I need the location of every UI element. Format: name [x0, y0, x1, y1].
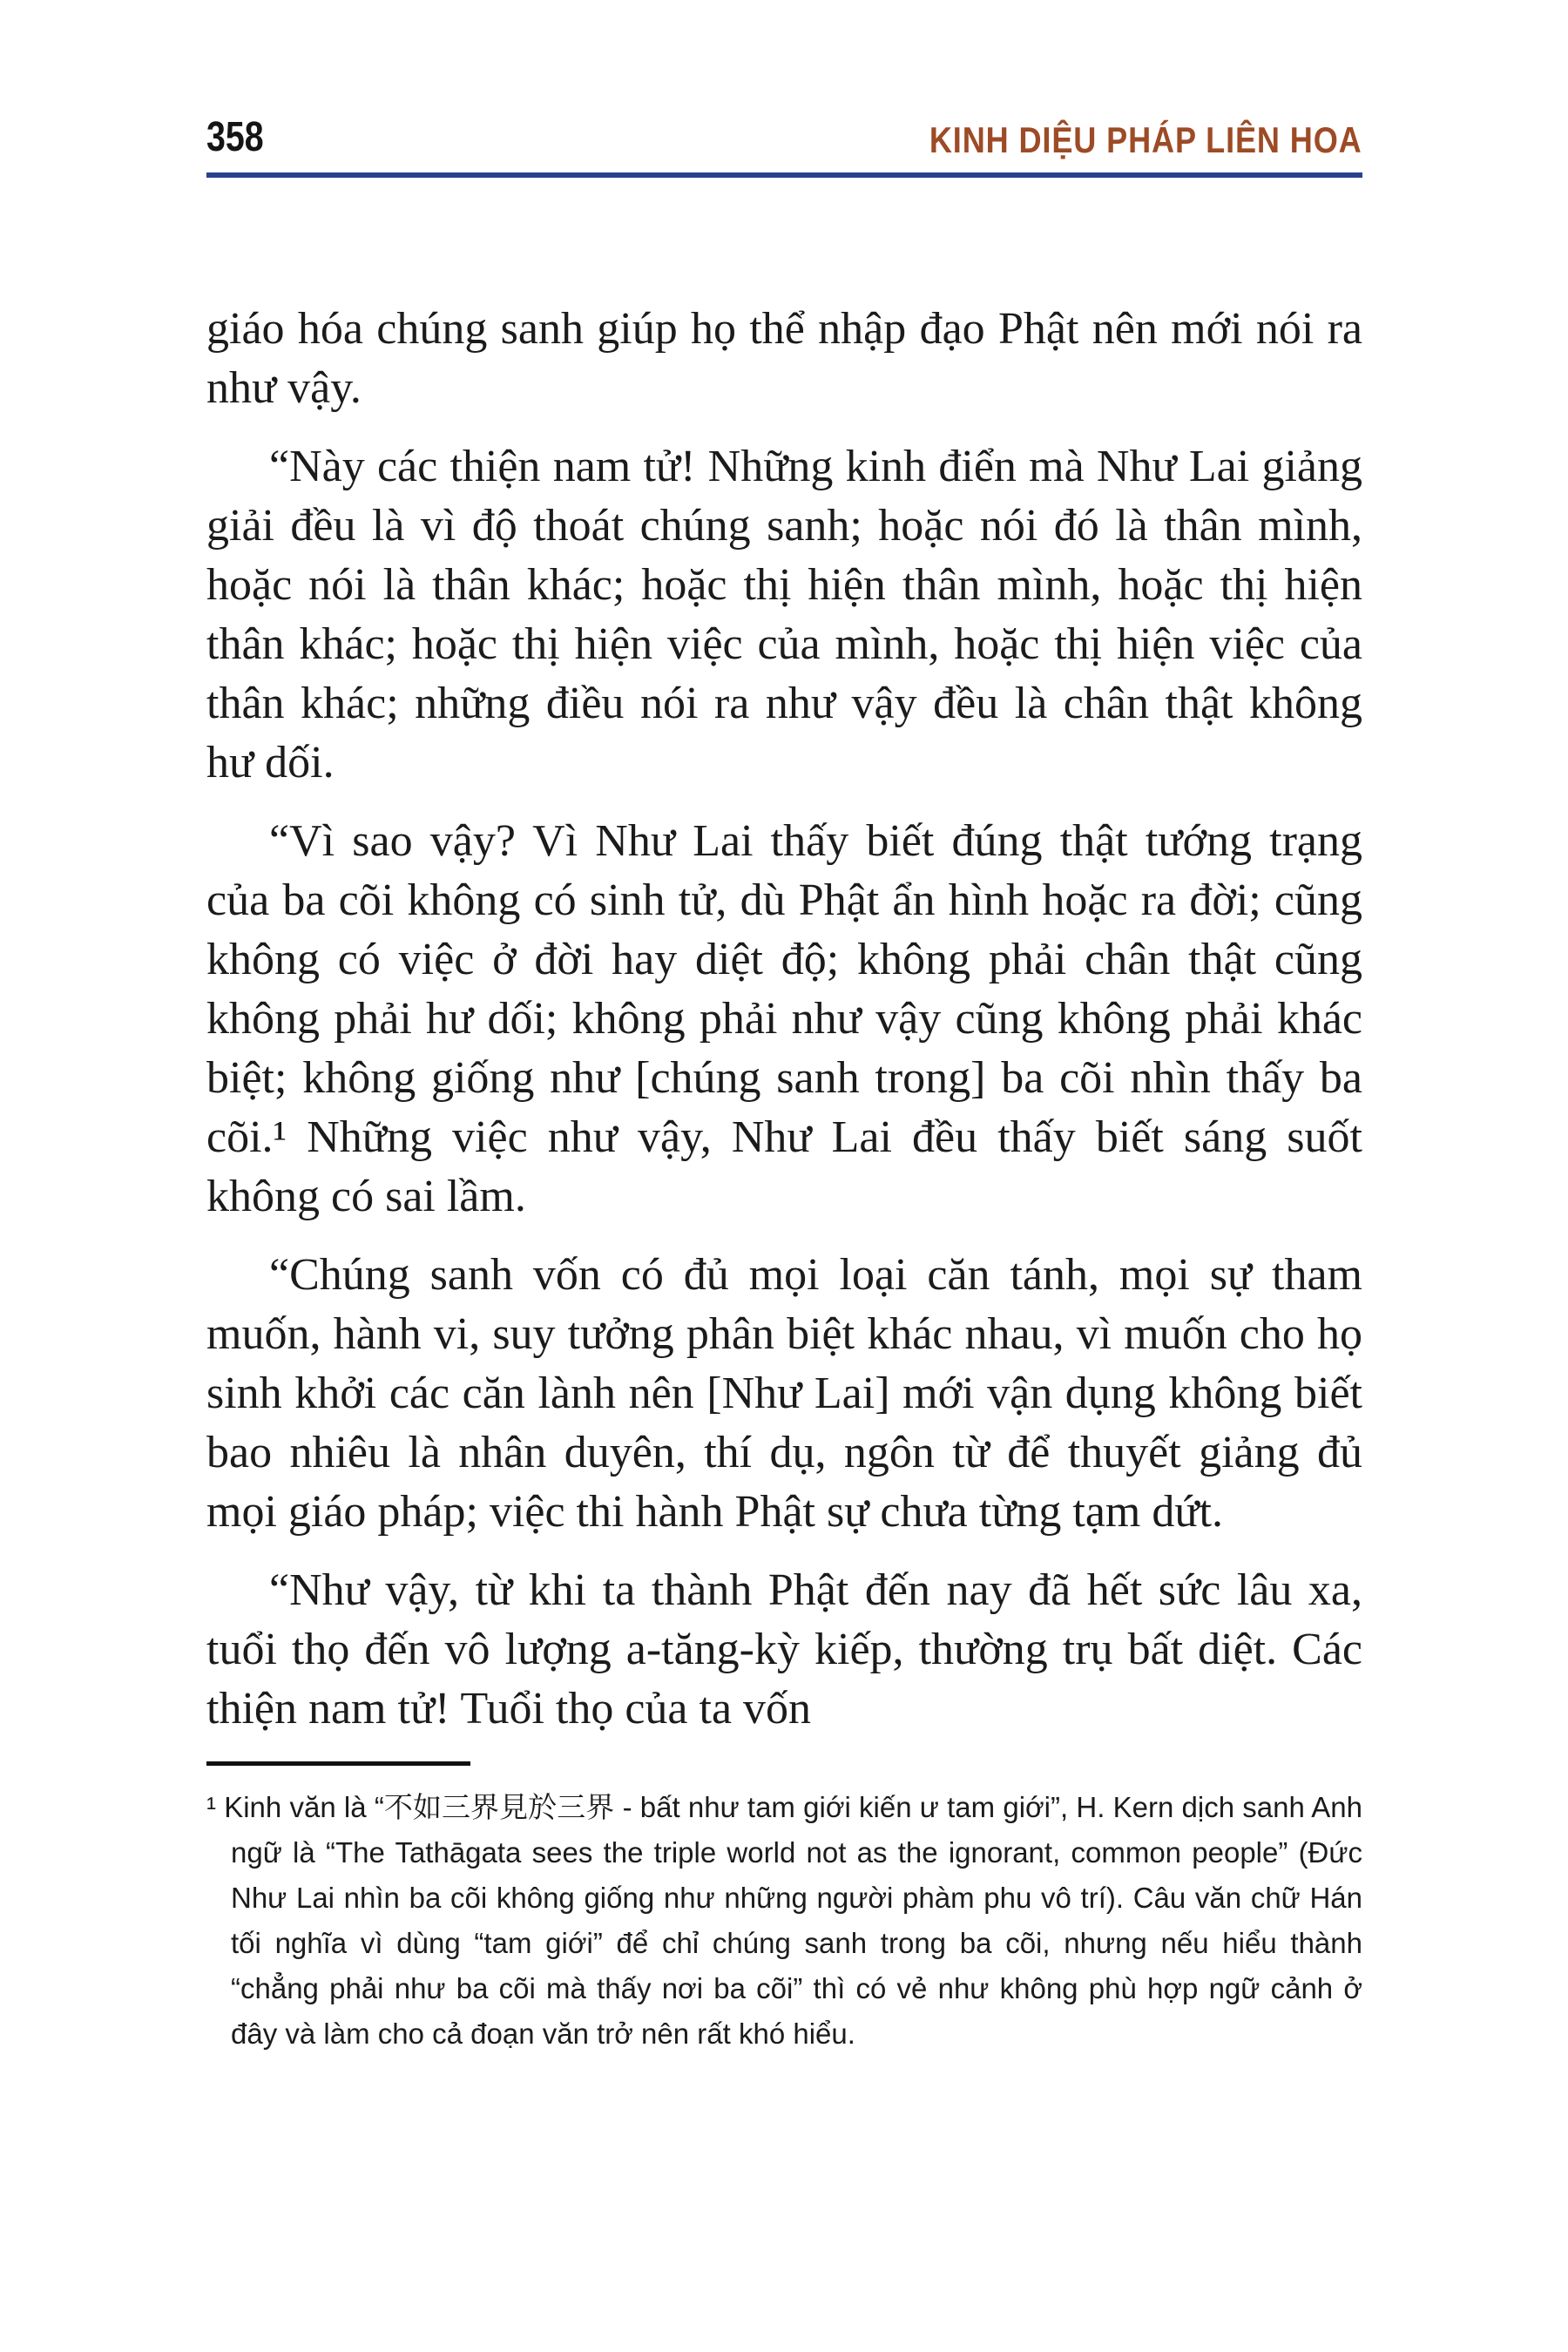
paragraph: “Vì sao vậy? Vì Như Lai thấy biết đúng thật tướng trạng của ba cõi không có sinh tử, dù Phật ẩn hình hoặc ra đời; cũng không có việc ở đời hay diệt độ; không phải chân thật cũng không phải hư dối; không phải như vậy cũng không phải khác biệt; không giống như [chúng sanh trong] ba cõi nhìn thấy ba cõi.¹ Những việc như vậy, Như Lai đều thấy biết sáng suốt không có sai lầm. [206, 816, 1362, 1221]
footnote-separator-rule [206, 1761, 470, 1766]
page-header [206, 0, 1362, 159]
paragraph-continuation: giáo hóa chúng sanh giúp họ thể nhập đạo Phật nên mới nói ra như vậy. [206, 304, 1362, 413]
paragraph: “Này các thiện nam tử! Những kinh điển mà Như Lai giảng giải đều là vì độ thoát chúng sanh; hoặc nói đó là thân mình, hoặc nói là thân khác; hoặc thị hiện thân mình, hoặc thị hiện thân khác; hoặc thị hiện việc của mình, hoặc thị hiện việc của thân khác; những điều nói ra như vậy đều là chân thật không hư dối. [206, 442, 1362, 787]
page-number: 358 [206, 114, 264, 160]
running-header-title: KINH DIỆU PHÁP LIÊN HOA [929, 119, 1362, 160]
paragraph: “Chúng sanh vốn có đủ mọi loại căn tánh, mọi sự tham muốn, hành vi, suy tưởng phân biệt khác nhau, vì muốn cho họ sinh khởi các căn lành nên [Như Lai] mới vận dụng không biết bao nhiêu là nhân duyên, thí dụ, ngôn từ để thuyết giảng đủ mọi giáo pháp; việc thi hành Phật sự chưa từng tạm dứt. [206, 1250, 1362, 1537]
page-content [206, 0, 1362, 2057]
body-text [206, 300, 1362, 1739]
header-rule [206, 172, 1362, 178]
paragraph: “Như vậy, từ khi ta thành Phật đến nay đã hết sức lâu xa, tuổi thọ đến vô lượng a-tăng-kỳ kiếp, thường trụ bất diệt. Các thiện nam tử! Tuổi thọ của ta vốn [206, 1565, 1362, 1734]
footnote-text: ¹ Kinh văn là “不如三界見於三界 - bất như tam giới kiến ư tam giới”, H. Kern dịch sanh Anh ngữ là “The Tathāgata sees the triple world not as the ignorant, common people” (Đức Như Lai nhìn ba cõi không giống như những người phàm phu vô trí). Câu văn chữ Hán tối nghĩa vì dùng “tam giới” để chỉ chúng sanh trong ba cõi, nhưng nếu hiểu thành “chẳng phải như ba cõi mà thấy nơi ba cõi” thì có vẻ như không phù hợp ngữ cảnh ở đây và làm cho cả đoạn văn trở nên rất khó hiểu. [206, 1791, 1362, 2050]
footnote [206, 1785, 1362, 2057]
